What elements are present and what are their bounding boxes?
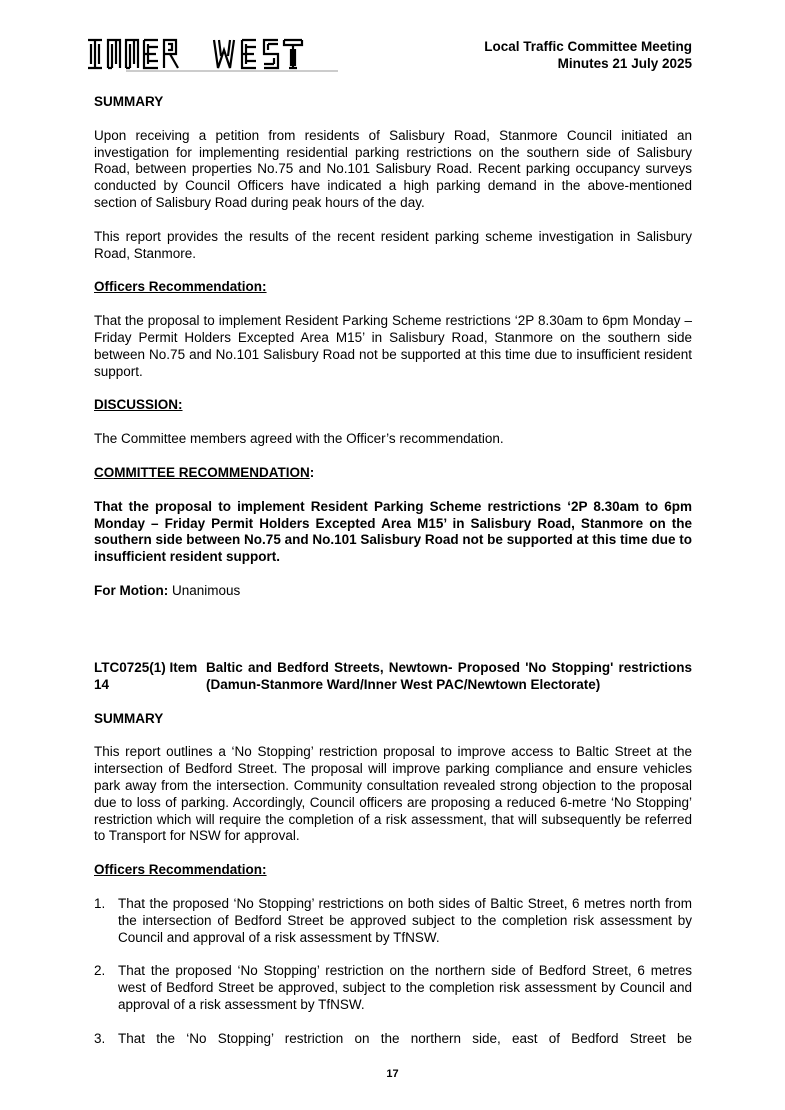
- for-motion-label: For Motion:: [94, 582, 169, 598]
- page-number: 17: [386, 1068, 399, 1080]
- list-text: That the ‘No Stopping’ restriction on the northern side, east of Bedford Street be: [118, 1030, 692, 1046]
- for-motion: [94, 583, 692, 600]
- item-title: Baltic and Bedford Streets, Newtown- Proposed 'No Stopping' restrictions (Damun-Stanmore Ward/Inner West PAC/Newtown Electorate): [206, 660, 692, 692]
- committee-recommendation-text: That the proposal to implement Resident Parking Scheme restrictions ‘2P 8.30am to 6pm Monday – Friday Permit Holders Excepted Area M15’ in Salisbury Road, Stanmore on the southern side between No.75 and No.101 Salisbury Road not be supported at this time due to insufficient resident support.: [94, 498, 692, 565]
- list-item: [94, 896, 692, 946]
- section-salisbury-road: [94, 94, 692, 600]
- committee-recommendation-heading: [94, 465, 692, 482]
- list-item: [94, 1031, 692, 1048]
- summary-text-2: This report outlines a ‘No Stopping’ restriction proposal to improve access to Baltic Street at the intersection of Bedford Street. The proposal will improve parking compliance and ensure vehicles park away from the intersection. Community consultation revealed strong objection to the proposal due to loss of parking. Accordingly, Council officers are proposing a reduced 6-metre ‘No Stopping’ restriction which will require the completion of a risk assessment, that will subsequently be referred to Transport for NSW for approval.: [94, 744, 692, 844]
- list-number: 1.: [94, 895, 106, 911]
- summary-paragraph-1: Upon receiving a petition from residents of Salisbury Road, Stanmore Council initiated an investigation for implementing residential parking restrictions on the southern side of Salisbury Road, between properties No.75 and No.101 Salisbury Road. Recent parking occupancy surveys conducted by Council Officers have indicated a high parking demand in the above-mentioned section of Salisbury Road during peak hours of the day.: [94, 127, 692, 210]
- list-number: 2.: [94, 963, 106, 979]
- meeting-title: Local Traffic Committee Meeting: [484, 39, 692, 54]
- recommendation-list: [94, 896, 692, 1048]
- list-text: That the proposed ‘No Stopping’ restriction on the northern side of Bedford Street, 6 metres west of Bedford Street be approved, subject to the completion risk assessment by Council and approval of a risk assessment by TfNSW.: [118, 963, 692, 1012]
- minutes-date: Minutes 21 July 2025: [557, 56, 692, 71]
- officers-recommendation-heading: Officers Recommendation:: [94, 279, 267, 295]
- officers-recommendation-text: That the proposal to implement Resident Parking Scheme restrictions ‘2P 8.30am to 6pm Monday – Friday Permit Holders Excepted Area M15’ in Salisbury Road, Stanmore on the southern side between No.75 and No.101 Salisbury Road not be supported at this time due to insufficient resident support.: [94, 313, 692, 379]
- summary-heading-2: SUMMARY: [94, 710, 164, 726]
- discussion-heading: DISCUSSION:: [94, 397, 183, 413]
- committee-heading-label: COMMITTEE RECOMMENDATION: [94, 464, 310, 480]
- discussion-text: The Committee members agreed with the Officer’s recommendation.: [94, 431, 504, 447]
- list-item: [94, 963, 692, 1013]
- meeting-header: [484, 38, 692, 72]
- section-baltic-bedford-streets: [94, 660, 692, 1048]
- officers-recommendation-heading-2: Officers Recommendation:: [94, 862, 267, 878]
- item-code: LTC0725(1) Item 14: [94, 660, 198, 692]
- list-text: That the proposed ‘No Stopping’ restrictions on both sides of Baltic Street, 6 metres north from the intersection of Bedford Street be approved subject to the completion risk assessment by Council and approval of a risk assessment by TfNSW.: [118, 895, 692, 945]
- summary-paragraph-2: This report provides the results of the recent resident parking scheme investigation in Salisbury Road, Stanmore.: [94, 228, 692, 261]
- committee-heading-colon: :: [309, 464, 315, 480]
- summary-heading: SUMMARY: [94, 94, 164, 109]
- list-number: 3.: [94, 1030, 106, 1046]
- inner-west-logo: [86, 36, 338, 72]
- item-heading: [94, 660, 692, 694]
- for-motion-value: Unanimous: [168, 582, 241, 598]
